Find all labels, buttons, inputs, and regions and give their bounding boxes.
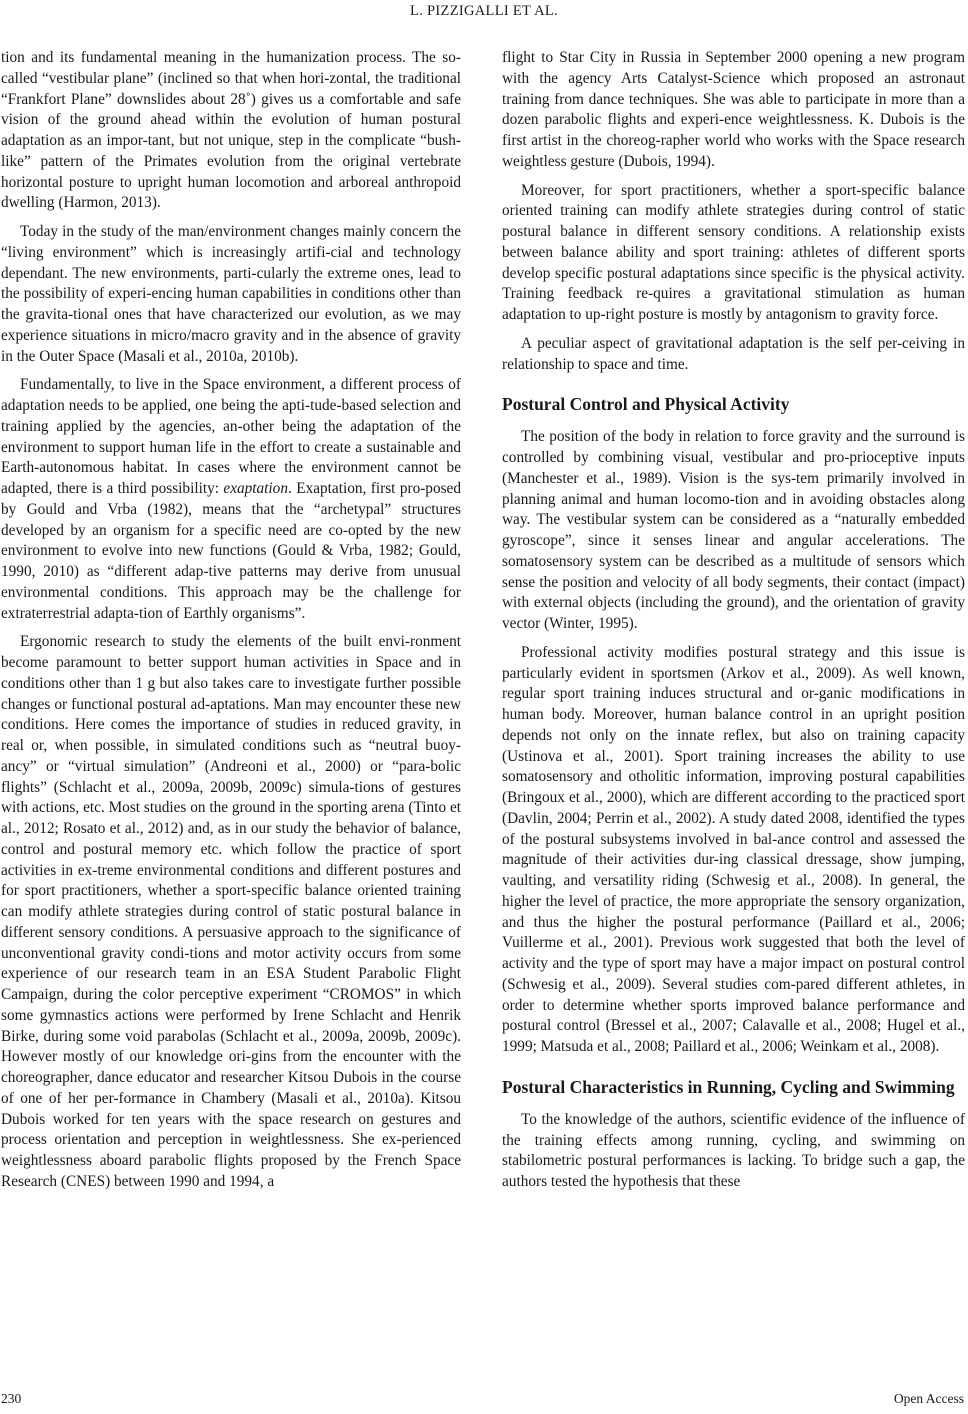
running-head: L. PIZZIGALLI ET AL. bbox=[410, 3, 558, 19]
paragraph: Professional activity modifies postural strategy and this issue is particularly evident in sportsmen (Arkov et al., 2009). As well known, regular sport training induces structural and or-ganic modifications in human body. Moreover, human balance control in an upright position depends not only on the innate reflex, but also on training capacity (Ustinova et al., 2001). Sport training increases the ability to use somatosensory and otholitic information, improving postural capabilities (Bringoux et al., 2000), which are different according to the practiced sport (Davlin, 2004; Perrin et al., 2002). A study dated 2008, identified the types of the postural subsystems involved in bal-ance control and assessed the magnitude of their activities dur-ing classical dressage, show jumping, vaulting, and versatility riding (Schwesig et al., 2008). In general, the higher the level of practice, the more appropriate the sensory organization, and thus the higher the postural performance (Paillard et al., 2006; Vuillerme et al., 2001). Previous work suggested that both the level of activity and the type of sport may have a major impact on postural control (Schwesig et al., 2009). Several studies com-pared different athletes, in order to determine whether sports improved balance performance and postural control (Bressel et al., 2007; Calavalle et al., 2008; Hugel et al., 1999; Matsuda et al., 2008; Paillard et al., 2006; Weinkam et al., 2008). bbox=[502, 643, 965, 1055]
paragraph: Today in the study of the man/environment changes mainly concern the “living environment” which is increasingly artifi-cial and technology dependant. The new environments, parti-cularly the extreme ones, lead to the possibility of experi-encing human capabilities in conditions other than the gravita-tional ones that have characterized our evolution, as we may experience situations in micro/macro gravity and in the absence of gravity in the Outer Space (Masali et al., 2010a, 2010b). bbox=[1, 223, 461, 365]
paragraph: tion and its fundamental meaning in the humanization process. The so-called “vestibular plane” (inclined so that when hori-zontal, the traditional “Frankfort Plane” downslides about 28˚) gives us a comfortable and safe vision of the ground ahead within the evolution of human postural adaptation as an impor-tant, but not unique, step in the complicate “bush-like” pattern of the Primates evolution from the original vertebrate horizontal posture to upright human locomotion and arboreal anthropoid dwelling (Harmon, 2013). bbox=[1, 49, 461, 212]
paragraph: Ergonomic research to study the elements of the built envi-ronment become paramount to better support human activities in Space and in conditions other than 1 g but also takes care to investigate further possible changes or functional postural ad-aptations. Man may encounter these new conditions. Here comes the importance of studies in reduced gravity, in real or, when possible, in simulated conditions such as “neutral buoy-ancy” or “virtual simulation” (Andreoni et al., 2000) or “para-bolic flights” (Schlacht et al., 2009a, 2009b, 2009c) simula-tions of gestures with actions, etc. Most studies on the ground in the sporting arena (Tinto et al., 2012; Rosato et al., 2012) and, as in our study the behavior of balance, control and postural memory etc. which follow the practice of sport activities in ex-treme environmental conditions and different postures and for sport practitioners, whether a sport-specific balance oriented training can modify athlete strategies during control of static postural balance in different sensory conditions. A persuasive approach to the significance of unconventional gravity condi-tions and motor activity occurs from some experience of our research team in an ESA Student Parabolic Flight Campaign, during the color perceptive experiment “CROMOS” in which some gymnastics actions were performed by Irene Schlacht and Henrik Birke, during some void parabolas (Schlacht et al., 2009a, 2009b, 2009c). However mostly of our knowledge ori-gins from the encounter with the choreographer, dance educator and researcher Kitsou Dubois in the course of one of her per-formance in Chambery (Masali et al., 2010a). Kitsou Dubois worked for ten years with the space research on gestures and process orientation and perception in weightlessness. She ex-perienced weightlessness aboard parabolic flights proposed by the French Space Research (CNES) between 1990 and 1994, a bbox=[1, 633, 461, 1190]
paragraph-text: . Exaptation, first pro-posed by Gould and Vrba (1982), means that the “archetypal” structures developed by an organism for a specific need are co-opted by the new environment to evolve into new functions (Gould & Vrba, 1982; Gould, 1990, 2010) as “different adap-tive patterns may derive from unusual environmental conditions. This approach may be the challenge for extraterrestrial adapta-tion of Earthly organisms”. bbox=[1, 480, 461, 622]
section-heading: Postural Characteristics in Running, Cycling and Swimming bbox=[502, 1076, 955, 1097]
section-heading: Postural Control and Physical Activity bbox=[502, 394, 790, 415]
right-column bbox=[502, 48, 965, 1348]
paragraph: To the knowledge of the authors, scientific evidence of the influence of the training effects among running, cycling, and swimming on stabilometric postural performances is lacking. To bridge such a gap, the authors tested the hypothesis that these bbox=[502, 1110, 965, 1190]
page-number: 230 bbox=[1, 1391, 22, 1406]
left-column bbox=[1, 48, 461, 1348]
paragraph-text: Fundamentally, to live in the Space environment, a different process of adaptation needs to be applied, one being the apti-tude-based selection and training applied by the agencies, an-other being the adaptation of the environment to support human life in the effort to create a sustainable and Earth-autonomous habitat. In cases where the environment cannot be adapted, there is a third possibility: bbox=[1, 376, 461, 497]
paragraph bbox=[1, 375, 461, 624]
open-access-label: Open Access bbox=[893, 1391, 964, 1406]
paragraph: Moreover, for sport practitioners, whether a sport-specific balance oriented training can modify athlete strategies during control of static postural balance in different sensory conditions. A relationship exists between balance ability and sport training: athletes of different sports develop specific postural adaptations since specific is the physical activity. Training feedback re-quires a gravitational stimulation as human adaptation to up-right posture is mostly by antagonism to gravity force. bbox=[502, 181, 965, 323]
paragraph: A peculiar aspect of gravitational adaptation is the self per-ceiving in relationship to space and time. bbox=[502, 334, 965, 373]
emphasis-term: exaptation bbox=[223, 480, 288, 497]
paragraph: The position of the body in relation to force gravity and the surround is controlled by combining visual, vestibular and pro-prioceptive inputs (Manchester et al., 1989). Vision is the sys-tem primarily involved in planning animal and human locomo-tion and in avoiding obstacles along way. The vestibular system can be considered as a “naturally embedded gyroscope”, since it senses linear and angular accelerations. The somatosensory system can be described as a multitude of sensors which sense the position and velocity of all body segments, their contact (impact) with external objects (including the ground), and the orientation of gravity vector (Winter, 1995). bbox=[502, 428, 965, 632]
paragraph: flight to Star City in Russia in September 2000 opening a new program with the agency Arts Catalyst-Science which proposed an astronaut training from dance techniques. She was able to participate in more than a dozen parabolic flights and experi-ence weightlessness. K. Dubois is the first artist in the choreog-rapher world who works with the Space research weightless gesture (Dubois, 1994). bbox=[502, 49, 965, 170]
